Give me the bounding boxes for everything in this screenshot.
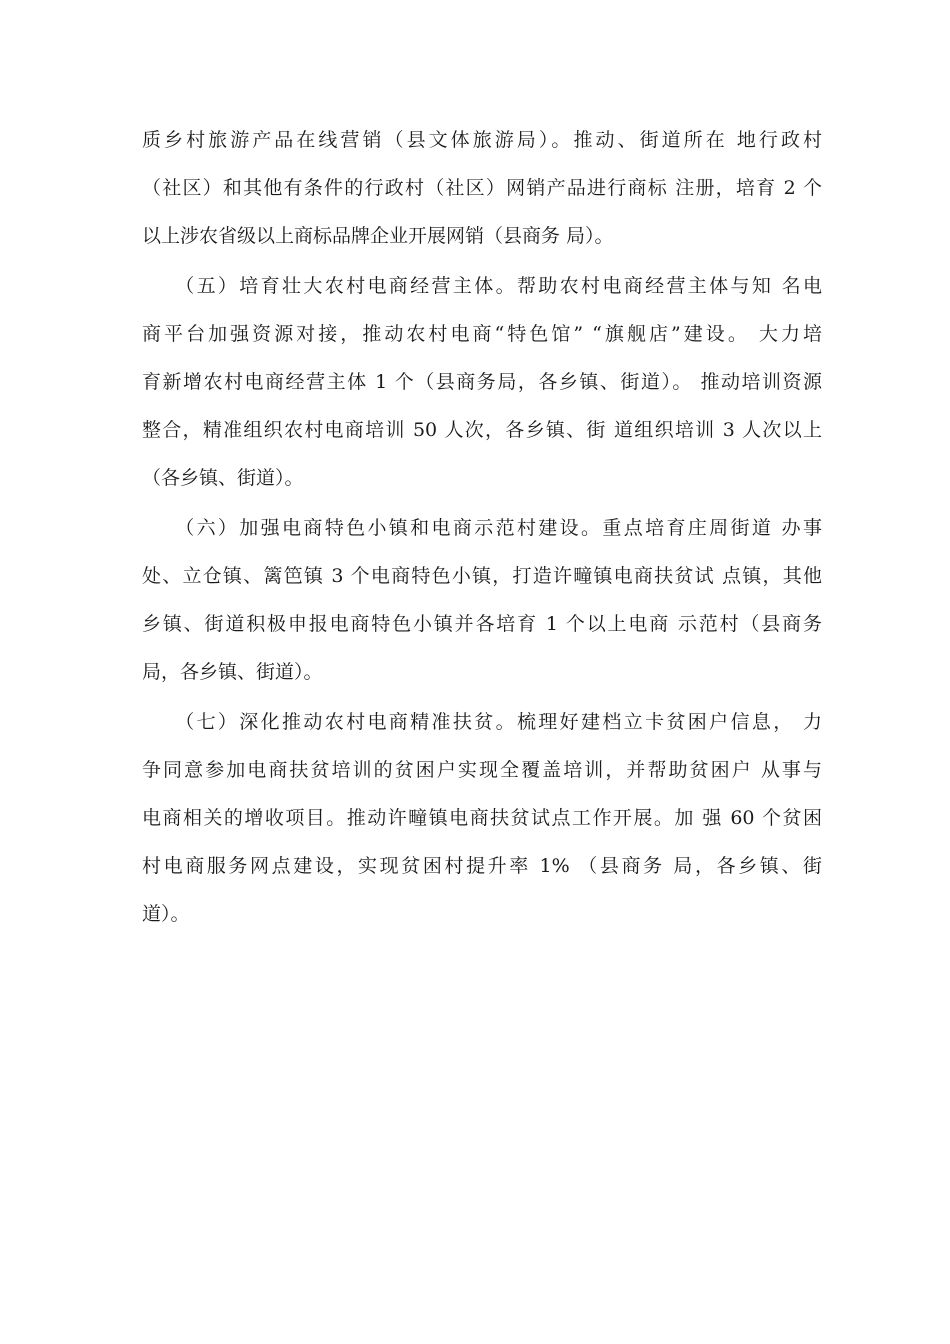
paragraph-section-7 [142,698,822,938]
text-line: 电商相关的增收项目。推动许疃镇电商扶贫试点工作开展。加 强 60 个贫困 [142,807,822,829]
paragraph-continued [142,116,822,260]
paragraph-section-5 [142,262,822,502]
text-line: 村电商服务网点建设，实现贫困村提升率 1% （县商务 局，各乡镇、街 [142,855,822,877]
text-line: （六）加强电商特色小镇和电商示范村建设。重点培育庄周街道 办事 [142,517,822,539]
text-line: （各乡镇、街道）。 [142,467,304,489]
text-line: （社区）和其他有条件的行政村（社区）网销产品进行商标 注册，培育 2 个 [142,177,822,199]
text-line: 乡镇、街道积极申报电商特色小镇并各培育 1 个以上电商 示范村（县商务 [142,613,822,635]
text-line: （五）培育壮大农村电商经营主体。帮助农村电商经营主体与知 名电 [142,275,822,297]
paragraph-section-6 [142,504,822,696]
text-line: （七）深化推动农村电商精准扶贫。梳理好建档立卡贫困户信息， 力 [142,711,822,733]
text-line: 道）。 [142,903,190,925]
text-line: 质乡村旅游产品在线营销（县文体旅游局）。推动、街道所在 地行政村 [142,129,822,151]
text-line: 以上涉农省级以上商标品牌企业开展网销（县商务 局）。 [142,225,614,247]
text-line: 争同意参加电商扶贫培训的贫困户实现全覆盖培训，并帮助贫困户 从事与 [142,759,822,781]
document-body [142,116,822,938]
text-line: 局，各乡镇、街道）。 [142,661,323,683]
text-line: 育新增农村电商经营主体 1 个（县商务局，各乡镇、街道）。 推动培训资源 [142,371,822,393]
text-line: 商平台加强资源对接，推动农村电商“特色馆” “旗舰店”建设。 大力培 [142,323,822,345]
text-line: 处、立仓镇、篱笆镇 3 个电商特色小镇，打造许疃镇电商扶贫试 点镇，其他 [142,565,822,587]
text-line: 整合，精准组织农村电商培训 50 人次，各乡镇、街 道组织培训 3 人次以上 [142,419,822,441]
